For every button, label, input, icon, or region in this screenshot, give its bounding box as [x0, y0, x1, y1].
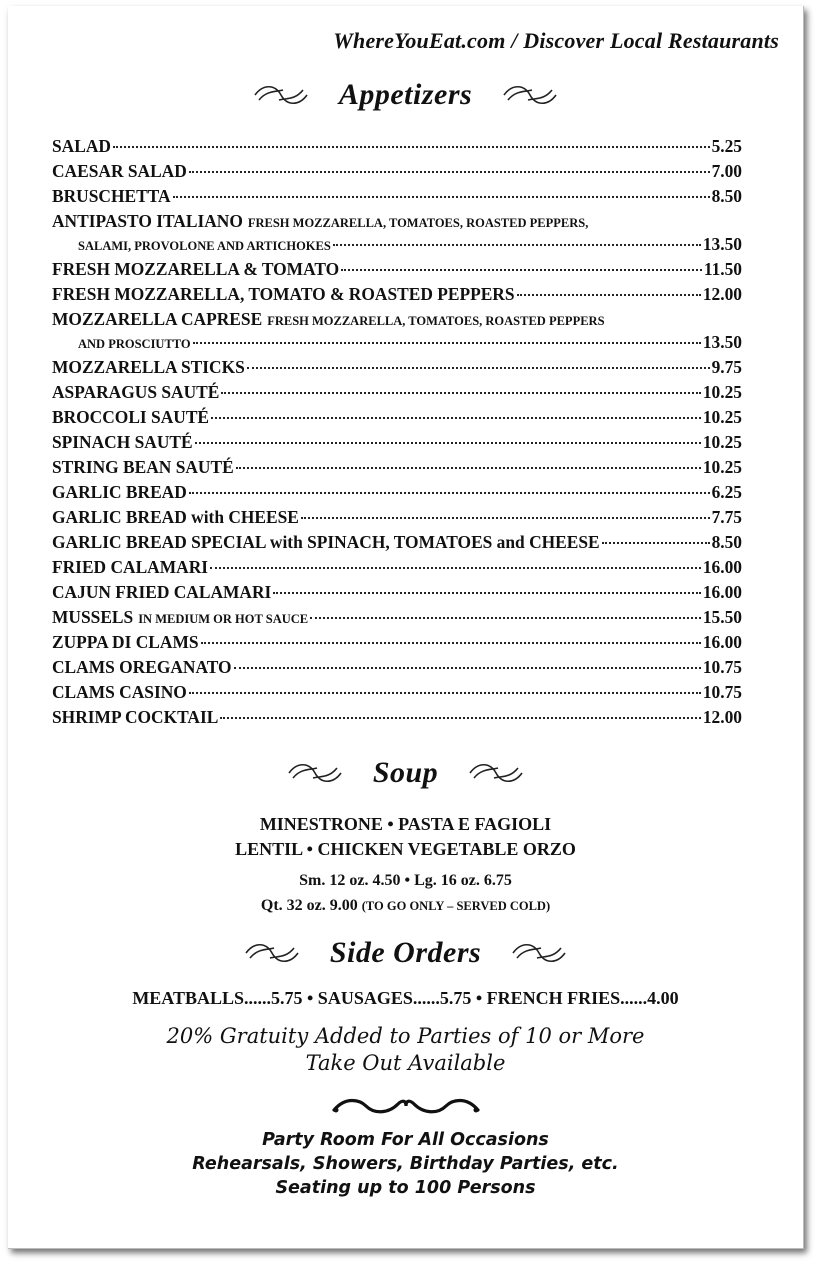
menu-item: SPINACH SAUTÉ 10.25 — [52, 432, 742, 452]
side-orders-heading — [8, 936, 803, 970]
menu-item: CLAMS OREGANATO 10.75 — [52, 657, 742, 677]
menu-item: GARLIC BREAD SPECIAL with SPINACH, TOMATOES and CHEESE 8.50 — [52, 532, 742, 552]
gratuity-note: 20% Gratuity Added to Parties of 10 or More — [166, 1024, 645, 1048]
soup-heading — [8, 756, 803, 790]
menu-item: STRING BEAN SAUTÉ 10.25 — [52, 457, 742, 477]
soup-line-2: LENTIL • CHICKEN VEGETABLE ORZO — [235, 839, 576, 859]
menu-item: CAESAR SALAD 7.00 — [52, 161, 742, 181]
flourish-right-icon — [511, 940, 567, 966]
menu-item: SHRIMP COCKTAIL 12.00 — [52, 707, 742, 727]
menu-item: ASPARAGUS SAUTÉ 10.25 — [52, 382, 742, 402]
soup-title: Soup — [372, 756, 439, 789]
site-banner: WhereYouEat.com / Discover Local Restaurants — [333, 28, 779, 53]
soup-quart-price: Qt. 32 oz. 9.00 — [260, 897, 358, 914]
menu-item: SALAD 5.25 — [52, 136, 742, 156]
menu-item: CLAMS CASINO 10.75 — [52, 682, 742, 702]
appetizers-heading — [8, 78, 803, 112]
soup-quart — [8, 897, 803, 915]
menu-item: CAJUN FRIED CALAMARI 16.00 — [52, 582, 742, 602]
side-orders-title: Side Orders — [329, 936, 482, 969]
menu-item: MOZZARELLA CAPRESE FRESH MOZZARELLA, TOMATOES, ROASTED PEPPERS — [52, 309, 605, 329]
party-room-line-2: Rehearsals, Showers, Birthday Parties, etc. — [192, 1154, 619, 1174]
menu-page — [8, 6, 804, 1249]
side-orders-line: MEATBALLS......5.75 • SAUSAGES......5.75 • FRENCH FRIES......4.00 — [132, 988, 679, 1008]
menu-item: FRESH MOZZARELLA & TOMATO 11.50 — [52, 259, 742, 279]
scroll-divider-icon — [326, 1092, 486, 1120]
party-room-line-1: Party Room For All Occasions — [262, 1130, 549, 1150]
party-room-line-3: Seating up to 100 Persons — [275, 1178, 536, 1198]
menu-item: MOZZARELLA STICKS 9.75 — [52, 357, 742, 377]
menu-item: BRUSCHETTA 8.50 — [52, 186, 742, 206]
flourish-right-icon — [468, 760, 524, 786]
soup-line-1: MINESTRONE • PASTA E FAGIOLI — [259, 814, 552, 834]
flourish-left-icon — [253, 82, 309, 108]
soup-quart-note: (TO GO ONLY – SERVED COLD) — [361, 899, 551, 913]
menu-item: MUSSELS IN MEDIUM OR HOT SAUCE 15.50 — [52, 607, 742, 627]
menu-item-continued: AND PROSCIUTTO 13.50 — [78, 332, 742, 352]
appetizers-list — [52, 134, 742, 730]
flourish-right-icon — [502, 82, 558, 108]
menu-item: FRIED CALAMARI 16.00 — [52, 557, 742, 577]
menu-item: ZUPPA DI CLAMS 16.00 — [52, 632, 742, 652]
appetizers-title: Appetizers — [338, 78, 473, 111]
menu-item: GARLIC BREAD 6.25 — [52, 482, 742, 502]
menu-item: GARLIC BREAD with CHEESE 7.75 — [52, 507, 742, 527]
flourish-left-icon — [244, 940, 300, 966]
divider-flourish — [8, 1092, 803, 1125]
takeout-note: Take Out Available — [305, 1051, 506, 1075]
menu-item: FRESH MOZZARELLA, TOMATO & ROASTED PEPPERS 12.00 — [52, 284, 742, 304]
flourish-left-icon — [287, 760, 343, 786]
soup-sizes: Sm. 12 oz. 4.50 • Lg. 16 oz. 6.75 — [299, 872, 512, 889]
menu-item-continued: SALAMI, PROVOLONE AND ARTICHOKES 13.50 — [78, 234, 742, 254]
menu-item: BROCCOLI SAUTÉ 10.25 — [52, 407, 742, 427]
menu-item: ANTIPASTO ITALIANO FRESH MOZZARELLA, TOMATOES, ROASTED PEPPERS, — [52, 211, 589, 231]
